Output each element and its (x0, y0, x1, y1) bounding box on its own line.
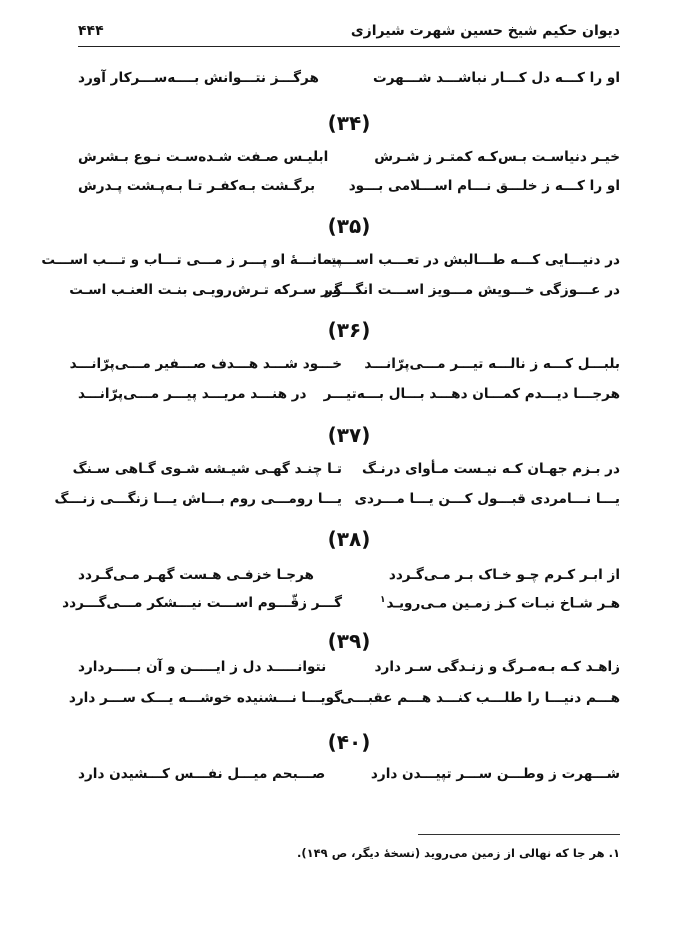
first-hemistich: یـــا نـــامردی قبـــول کـــن یـــا مـــردی (354, 491, 620, 507)
first-hemistich: در بـزم جهـان کـه نیـست مـأوای درنـگ (361, 461, 620, 477)
footnote-divider (418, 834, 620, 835)
first-hemistich: در عـــوزگی خـــویش مـــویز اســـت انگـــور (324, 282, 620, 298)
verse-line (78, 145, 620, 169)
second-hemistich: هرجـا خزفـی هـست گهـر مـی‌گـردد (78, 567, 314, 583)
poem-number: (۴۰) (327, 730, 371, 754)
first-hemistich (352, 595, 620, 612)
running-title: دیوان حکیم شیخ حسین شهرت شیرازی (350, 23, 620, 39)
verse-line (41, 248, 620, 272)
page-header (78, 18, 620, 44)
first-hemistich: بلبـــل کـــه ز نالـــه تیـــر مـــی‌پرّانـــد (364, 356, 620, 372)
second-hemistich: گـــر زقّـــوم اســـت نیـــشکر مـــی‌گـــردد (62, 595, 342, 611)
first-hemistich: شـــهرت ز وطـــن ســـر تپیـــدن دارد (370, 766, 620, 782)
second-hemistich: خـــود شـــد هـــدف صـــفیر مـــی‌پرّانـــد (69, 356, 342, 372)
second-hemistich: هرگـــز نتـــوانش بــــه‌ســـرکار آورد (78, 70, 319, 86)
first-hemistich: هرجـــا دیـــدم کمـــان دهـــد بـــال بـــه‌تیـــر (323, 386, 620, 402)
first-hemistich-text: هـر شـاخ نبـات کـز زمـین مـی‌رویـد (386, 595, 620, 612)
verse-line (54, 487, 620, 511)
first-hemistich: او را کـــه دل کـــار نباشـــد شـــهرت (373, 70, 620, 86)
second-hemistich: گـر سـرکه تـرش‌رویـی بنـت العنـب اسـت (69, 282, 342, 298)
verse-line (72, 457, 620, 481)
first-hemistich: از ابـر کـرم چـو خـاک بـر مـی‌گـردد (388, 567, 620, 583)
verse-line (78, 762, 620, 786)
second-hemistich: گویـــا نـــشنیده خوشـــه یـــک ســـر دارد (68, 690, 342, 706)
second-hemistich: تـا چنـد گهـی شیـشه شـوی گـاهی سـنگ (72, 461, 342, 477)
verse-line (78, 382, 620, 406)
first-hemistich: او را کـــه ز خلـــق نـــام اســـلامی بـــود (348, 178, 620, 194)
verse-line (69, 352, 620, 376)
verse-line (78, 174, 620, 198)
footnote: ۱. هر جا که نهالی از زمین می‌روید (نسخهٔ دیگر، ص ۱۴۹). (297, 846, 620, 860)
second-hemistich: ابلیـس صـفت شـده‌سـت نـوع بـشرش (78, 149, 329, 165)
second-hemistich: برگـشت بـه‌کفـر تـا بـه‌پـشت پـدرش (78, 178, 316, 194)
verse-line (69, 278, 620, 302)
poem-number: (۳۹) (327, 629, 371, 653)
footnote-reference: ۱ (379, 594, 386, 605)
page-number: ۴۴۴ (78, 23, 104, 39)
second-hemistich: صـــبحم میـــل نفـــس کـــشیدن دارد (78, 766, 326, 782)
header-divider (78, 46, 620, 47)
verse-line (78, 655, 620, 679)
poem-number: (۳۸) (327, 527, 371, 551)
first-hemistich: زاهـد کـه بـه‌مـرگ و زنـدگی سـر دارد (374, 659, 620, 675)
verse-line (62, 591, 620, 615)
poem-number: (۳۶) (327, 318, 371, 342)
verse-line (78, 66, 620, 90)
second-hemistich: یـــا رومـــی روم بـــاش یـــا زنگـــی زنـــگ (54, 491, 342, 507)
first-hemistich: خیـر دنیاسـت بـس‌کـه کمتـر ز شـرش (374, 149, 620, 165)
verse-line (78, 563, 620, 587)
first-hemistich: هـــم دنیـــا را طلـــب کنـــد هـــم عقبـــی (340, 690, 620, 706)
second-hemistich: نتوانـــــد دل ز ایـــــن و آن بـــــردارد (78, 659, 327, 675)
verse-line (68, 686, 620, 710)
poem-number: (۳۵) (327, 214, 371, 238)
second-hemistich: در هنـــد مریـــد پیـــر مـــی‌پرّانـــد (78, 386, 307, 402)
second-hemistich: پیمانـــهٔ او پـــر ز مـــی تـــاب و تـــب اســـت (41, 252, 342, 268)
poem-number: (۳۴) (327, 111, 371, 135)
first-hemistich: در دنیـــایی کـــه طـــالبش در تعـــب اســـت (327, 252, 620, 268)
poem-number: (۳۷) (327, 423, 371, 447)
